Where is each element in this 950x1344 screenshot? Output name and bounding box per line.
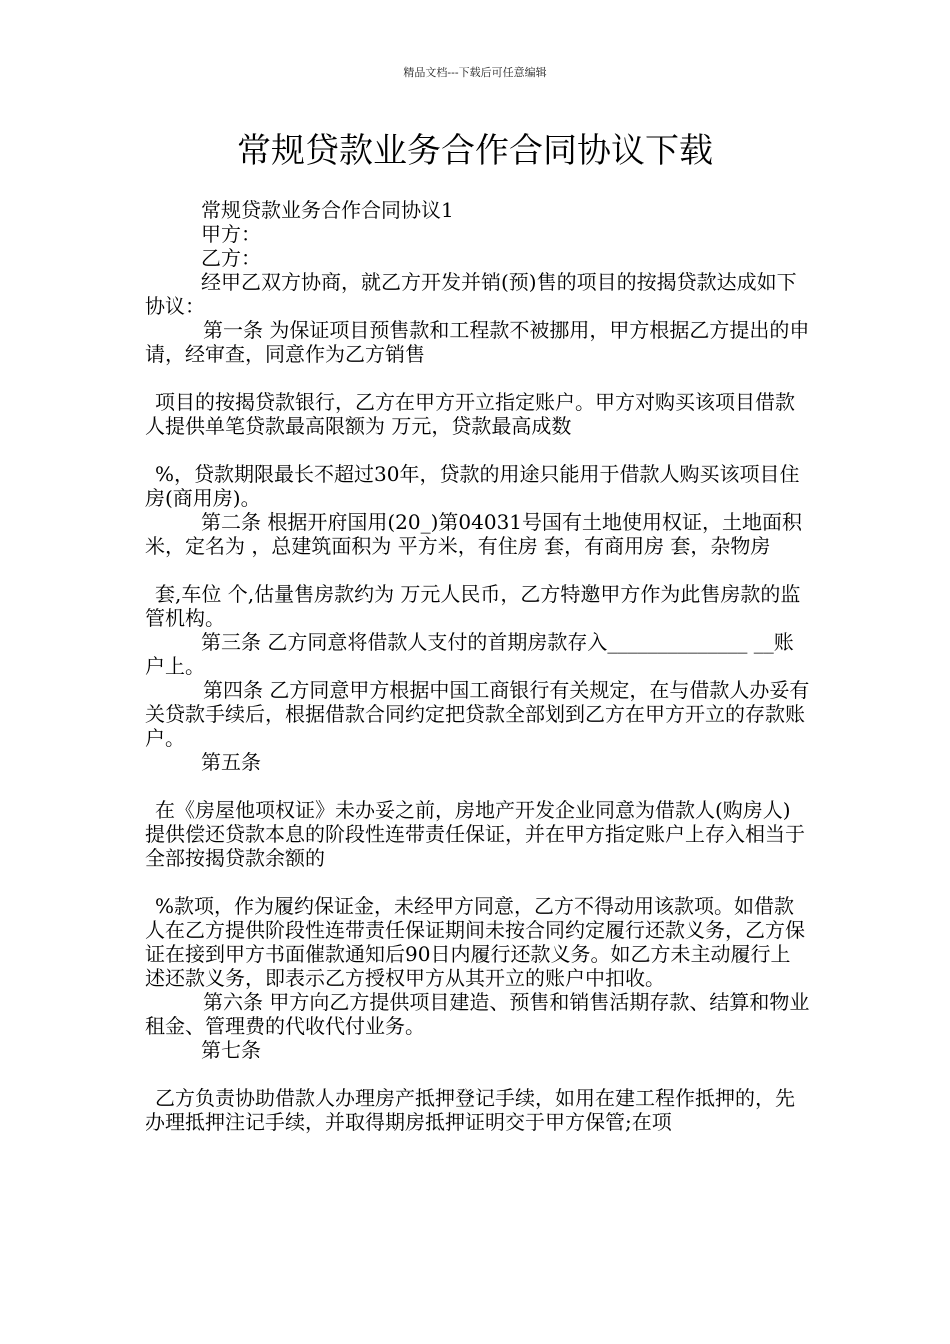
spacer (145, 558, 810, 582)
article-2-continued: 套,车位 个,估量售房款约为 万元人民币，乙方特邀甲方作为此售房款的监管机构。 (145, 582, 801, 630)
spacer (145, 870, 810, 894)
article-1-loan-terms: %，贷款期限最长不超过30年，贷款的用途只能用于借款人购买该项目住房(商用房)。 (145, 462, 800, 510)
article-4-paragraph: 第四条 乙方同意甲方根据中国工商银行有关规定，在与借款人办妥有关贷款手续后，根据借款合同约定把贷款全部划到乙方在甲方开立的存款账户。 (145, 678, 810, 750)
article-5-paragraph: 在《房屋他项权证》未办妥之前，房地产开发企业同意为借款人(购房人)提供偿还贷款本息的阶段性连带责任保证，并在甲方指定账户上存入相当于全部按揭贷款余额的 (145, 798, 805, 870)
party-a-line: 甲方： (201, 222, 261, 246)
article-1-continued: 项目的按揭贷款银行，乙方在甲方开立指定账户。甲方对购买该项目借款人提供单笔贷款最高限额为 万元，贷款最高成数 (145, 390, 795, 438)
party-b-line: 乙方： (201, 246, 261, 270)
article-7-paragraph: 乙方负责协助借款人办理房产抵押登记手续，如用在建工程作抵押的，先办理抵押注记手续，并取得期房抵押证明交于甲方保管;在项 (145, 1086, 795, 1134)
article-2-paragraph: 第二条 根据开府国用(20_)第04031号国有土地使用权证，土地面积 米，定名为 ，总建筑面积为 平方米，有住房 套，有商用房 套，杂物房 (145, 510, 803, 558)
intro-paragraph: 经甲乙双方协商，就乙方开发并销(预)售的项目的按揭贷款达成如下协议： (145, 270, 797, 318)
document-title: 常规贷款业务合作合同协议下载 (237, 131, 713, 171)
document-body (145, 198, 810, 1134)
header-note: 精品文档---下载后可任意编辑 (403, 66, 547, 79)
article-3-paragraph: 第三条 乙方同意将借款人支付的首期房款存入______________ __账户上。 (145, 630, 794, 678)
article-5-continued: %款项，作为履约保证金，未经甲方同意，乙方不得动用该款项。如借款人在乙方提供阶段性连带责任保证期间未按合同约定履行还款义务，乙方保证在接到甲方书面催款通知后90日内履行还款义务。如乙方未主动履行上述还款义务，即表示乙方授权甲方从其开立的账户中扣收。 (145, 894, 805, 990)
article-7-heading: 第七条 (201, 1038, 261, 1062)
spacer (145, 774, 810, 798)
article-5-heading: 第五条 (201, 750, 261, 774)
spacer (145, 366, 810, 390)
spacer (145, 438, 810, 462)
article-1-paragraph: 第一条 为保证项目预售款和工程款不被挪用，甲方根据乙方提出的申请，经审查，同意作为乙方销售 (145, 318, 810, 366)
article-6-paragraph: 第六条 甲方向乙方提供项目建造、预售和销售活期存款、结算和物业租金、管理费的代收代付业务。 (145, 990, 810, 1038)
spacer (145, 1062, 810, 1086)
subtitle-line: 常规贷款业务合作合同协议1 (201, 198, 454, 222)
